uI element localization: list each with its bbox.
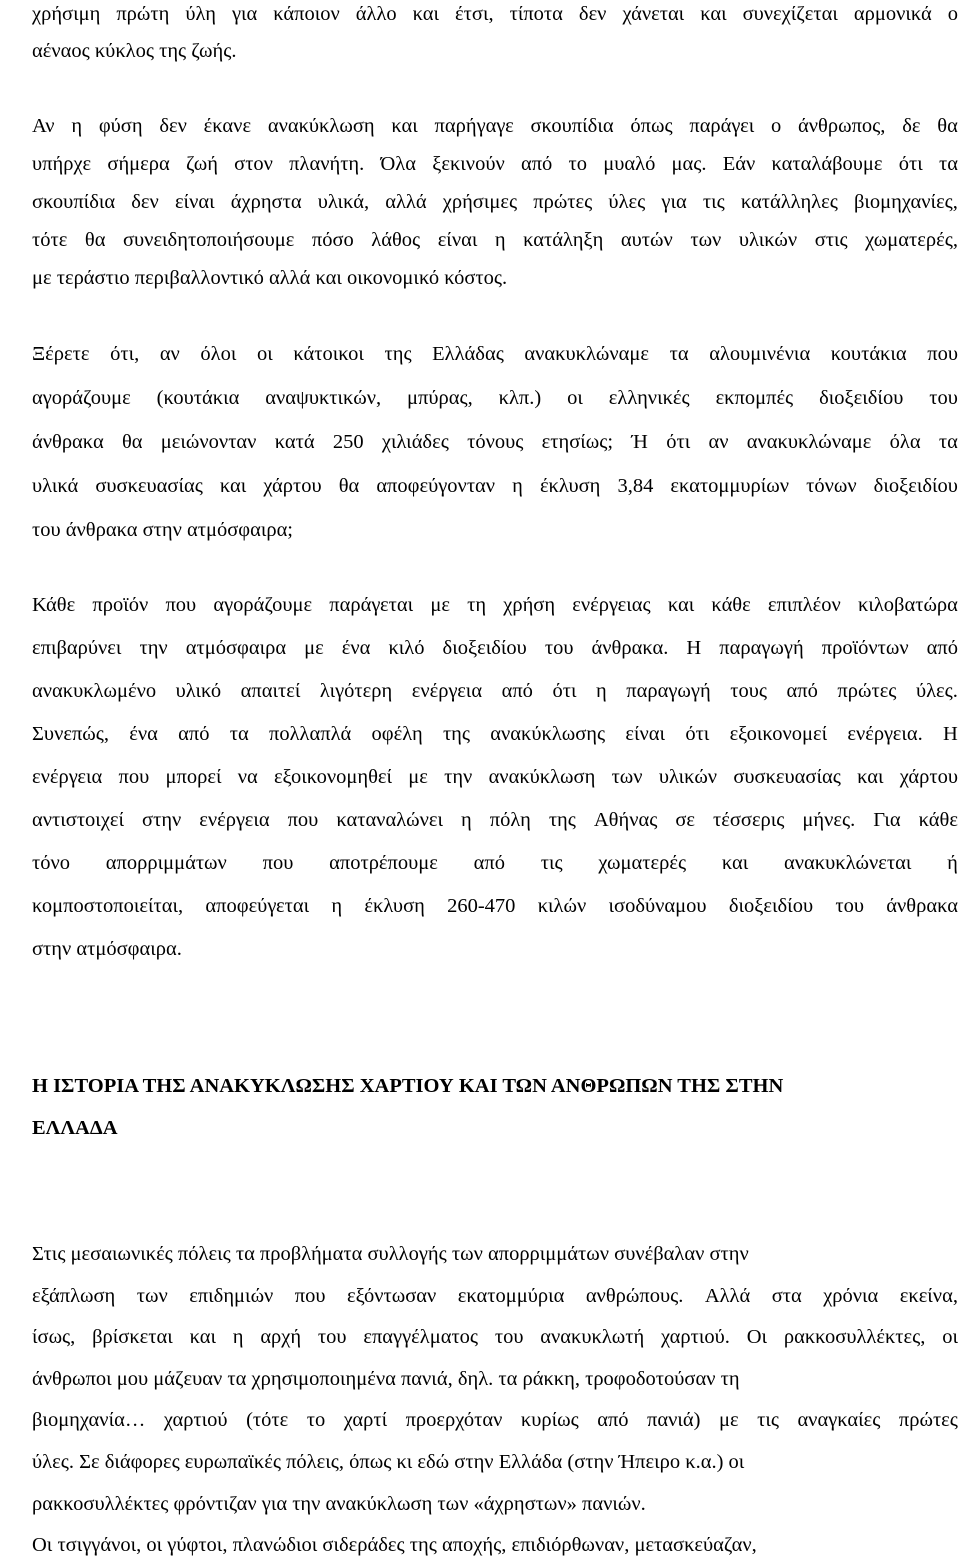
word: για bbox=[231, 3, 258, 25]
word: υπήρχε bbox=[32, 153, 92, 175]
word: τα bbox=[669, 343, 689, 365]
word: συνεχίζεται bbox=[742, 3, 838, 25]
word: και bbox=[412, 3, 440, 25]
word: πανιά) bbox=[647, 1409, 701, 1431]
word: μυαλό bbox=[603, 153, 656, 175]
word: παραγωγή bbox=[626, 680, 711, 702]
word: ότι bbox=[685, 723, 710, 745]
word: προϊόν bbox=[92, 594, 149, 616]
word: ελληνικές bbox=[608, 387, 690, 409]
paragraph-4-line-3 bbox=[32, 677, 958, 705]
word: αναψυκτικών, bbox=[265, 387, 382, 409]
word: από bbox=[786, 680, 818, 702]
word: ύλη bbox=[185, 3, 216, 25]
paragraph-3-line-4 bbox=[32, 472, 958, 500]
word: με bbox=[718, 1409, 739, 1431]
word: ξεκινούν bbox=[432, 153, 505, 175]
word: υλικών bbox=[658, 766, 718, 788]
word: τότε bbox=[32, 229, 68, 251]
paragraph-5-line-6: ύλες. Σε διάφορες ευρωπαϊκές πόλεις, όπως κι εδώ στην Ελλάδα (στην Ήπειρο κ.α.) οι bbox=[32, 1451, 745, 1473]
word: ένα bbox=[341, 637, 371, 659]
word: επιπλέον bbox=[767, 594, 841, 616]
word: καταλάβουμε bbox=[771, 153, 883, 175]
word: λάθος bbox=[371, 229, 421, 251]
word: η bbox=[596, 680, 607, 702]
word: από bbox=[597, 1409, 629, 1431]
word: κατάληξη bbox=[523, 229, 604, 251]
paragraph-3-line-3 bbox=[32, 428, 958, 456]
word: στον bbox=[234, 153, 273, 175]
word: παραγωγή bbox=[719, 637, 804, 659]
word: να bbox=[237, 766, 258, 788]
word: τη bbox=[467, 594, 487, 616]
word: της bbox=[548, 809, 576, 831]
word: ανακυκλωμένο bbox=[32, 680, 157, 702]
word: κιλών bbox=[537, 895, 587, 917]
word: ενέργεια. bbox=[847, 723, 923, 745]
word: Αν bbox=[32, 115, 55, 137]
word: ένα bbox=[129, 723, 158, 745]
paragraph-1-line-2: αέναος κύκλος της ζωής. bbox=[32, 40, 237, 62]
word: Κάθε bbox=[32, 594, 76, 616]
paragraph-5-line-3 bbox=[32, 1323, 958, 1351]
word: κλπ.) bbox=[498, 387, 542, 409]
word: την bbox=[139, 637, 168, 659]
word: άνθρακα bbox=[886, 895, 958, 917]
word: υλικών bbox=[738, 229, 798, 251]
word: ατμόσφαιρα bbox=[185, 637, 287, 659]
word: 250 bbox=[332, 431, 364, 453]
word: Εάν bbox=[722, 153, 756, 175]
word: υλικό bbox=[175, 680, 222, 702]
word: που bbox=[287, 809, 319, 831]
word: στα bbox=[771, 1285, 802, 1307]
word: αυτών bbox=[620, 229, 673, 251]
word: του bbox=[317, 1326, 347, 1348]
word: βιομηχανίες, bbox=[853, 191, 958, 213]
word: χρήσιμες bbox=[442, 191, 518, 213]
word: στις bbox=[814, 229, 848, 251]
word: πρώτη bbox=[116, 3, 170, 25]
word: 3,84 bbox=[617, 475, 654, 497]
paragraph-4-line-5 bbox=[32, 763, 958, 791]
word: αντιστοιχεί bbox=[32, 809, 125, 831]
word: δεν bbox=[578, 3, 607, 25]
word: ζωή bbox=[185, 153, 218, 175]
word: αρχή bbox=[260, 1326, 302, 1348]
paragraph-3-line-5: του άνθρακα στην ατμόσφαιρα; bbox=[32, 519, 294, 541]
word: οι bbox=[942, 1326, 958, 1348]
word: πρώτες bbox=[837, 680, 897, 702]
word: οι bbox=[567, 387, 583, 409]
word: τους bbox=[730, 680, 767, 702]
paragraph-4-line-2 bbox=[32, 634, 958, 662]
word: εξοικονομεί bbox=[729, 723, 828, 745]
word: καταναλώνει bbox=[336, 809, 444, 831]
word: η bbox=[512, 475, 523, 497]
word: έκανε bbox=[203, 115, 252, 137]
word: τόνων bbox=[806, 475, 857, 497]
word: είναι bbox=[174, 191, 215, 213]
paragraph-4-line-8 bbox=[32, 892, 958, 920]
word: εκατομμύρια bbox=[457, 1285, 565, 1307]
word: αν bbox=[159, 343, 180, 365]
word: κομποστοποιείται, bbox=[32, 895, 184, 917]
word: συσκευασίας bbox=[733, 766, 841, 788]
word: ύλες. bbox=[915, 680, 958, 702]
word: με bbox=[304, 637, 324, 659]
word: βιομηχανία… bbox=[32, 1409, 146, 1431]
word: απορριμμάτων bbox=[105, 852, 227, 874]
word: κάθε bbox=[918, 809, 958, 831]
word: τα bbox=[938, 153, 958, 175]
word: και bbox=[391, 115, 418, 137]
word: και bbox=[721, 852, 749, 874]
word: είναι bbox=[625, 723, 666, 745]
word: προϊόντων bbox=[821, 637, 909, 659]
word: σκουπίδια bbox=[530, 115, 614, 137]
word: κιλό bbox=[388, 637, 425, 659]
paragraph-5-line-2 bbox=[32, 1282, 958, 1310]
word: δε bbox=[902, 115, 921, 137]
word: ότι, bbox=[110, 343, 140, 365]
word: από bbox=[520, 153, 553, 175]
word: ανακυκλώναμε bbox=[746, 431, 872, 453]
word: χρήσιμη bbox=[32, 3, 101, 25]
word: ύλες bbox=[608, 191, 646, 213]
word: 260-470 bbox=[447, 895, 516, 917]
word: αγοράζουμε bbox=[213, 594, 313, 616]
word: του bbox=[544, 637, 574, 659]
word: Αλλά bbox=[704, 1285, 751, 1307]
word: μας. bbox=[671, 153, 707, 175]
word: χωματερές, bbox=[865, 229, 958, 251]
word: υλικά, bbox=[317, 191, 370, 213]
word: θα bbox=[338, 475, 360, 497]
word: (τότε bbox=[246, 1409, 289, 1431]
word: επιδημιών bbox=[189, 1285, 274, 1307]
word: ισοδύναμου bbox=[608, 895, 707, 917]
word: με bbox=[408, 766, 428, 788]
word: Αθήνας bbox=[593, 809, 658, 831]
word: Ή bbox=[631, 431, 648, 453]
word: ανακύκλωση bbox=[488, 766, 596, 788]
word: που bbox=[262, 852, 294, 874]
word: τέσσερις bbox=[713, 809, 785, 831]
word: άλλο bbox=[355, 3, 397, 25]
word: κατάλληλες bbox=[740, 191, 838, 213]
word: Ξέρετε bbox=[32, 343, 90, 365]
word: συνειδητοποιήσουμε bbox=[122, 229, 295, 251]
word: τόνο bbox=[32, 852, 71, 874]
word: διοξειδίου bbox=[442, 637, 527, 659]
word: συσκευασίας bbox=[95, 475, 203, 497]
paragraph-2-line-2 bbox=[32, 150, 958, 178]
word: τίποτα bbox=[509, 3, 563, 25]
paragraph-5-line-1: Στις μεσαιωνικές πόλεις τα προβλήματα συλλογής των απορριμμάτων συνέβαλαν στην bbox=[32, 1243, 749, 1265]
word: χιλιάδες bbox=[381, 431, 449, 453]
word: ότι bbox=[898, 153, 923, 175]
word: από bbox=[926, 637, 958, 659]
word: χρήση bbox=[503, 594, 556, 616]
word: δεν bbox=[159, 115, 187, 137]
section-heading-line-1: Η ΙΣΤΟΡΙΑ ΤΗΣ ΑΝΑΚΥΚΛΩΣΗΣ ΧΑΡΤΙΟΥ ΚΑΙ ΤΩΝ ΑΝΘΡΩΠΩΝ ΤΗΣ ΣΤΗΝ bbox=[32, 1075, 784, 1097]
word: ή bbox=[947, 852, 958, 874]
word: πολλαπλά bbox=[269, 723, 352, 745]
word: όλοι bbox=[200, 343, 237, 365]
paragraph-4-line-9: στην ατμόσφαιρα. bbox=[32, 938, 182, 960]
word: του bbox=[835, 895, 864, 917]
word: από bbox=[473, 852, 505, 874]
word: εκατομμυρίων bbox=[670, 475, 790, 497]
word: σήμερα bbox=[107, 153, 170, 175]
word: έκλυση bbox=[364, 895, 425, 917]
word: Οι bbox=[746, 1326, 768, 1348]
word: χωματερές bbox=[598, 852, 687, 874]
paragraph-3-line-2 bbox=[32, 384, 958, 412]
word: ανακύκλωση bbox=[267, 115, 375, 137]
word: ο bbox=[771, 115, 782, 137]
word: άχρηστα bbox=[230, 191, 302, 213]
word: όπως bbox=[630, 115, 673, 137]
word: ενέργεια bbox=[411, 680, 483, 702]
word: παρήγαγε bbox=[434, 115, 514, 137]
word: ότι bbox=[552, 680, 577, 702]
word: ανακυκλώνεται bbox=[784, 852, 912, 874]
word: μπορεί bbox=[165, 766, 222, 788]
word: εκείνα, bbox=[899, 1285, 958, 1307]
word: των bbox=[611, 766, 643, 788]
word: και bbox=[219, 475, 247, 497]
word: ενέργειας bbox=[572, 594, 651, 616]
word: πόσο bbox=[311, 229, 354, 251]
word: αν bbox=[708, 431, 729, 453]
word: θα bbox=[121, 431, 143, 453]
word: μειώνονταν bbox=[160, 431, 257, 453]
word: που bbox=[927, 343, 958, 365]
word: από bbox=[178, 723, 210, 745]
word: η bbox=[232, 1326, 244, 1348]
word: που bbox=[294, 1285, 326, 1307]
word: εξοικονομηθεί bbox=[273, 766, 393, 788]
word: τα bbox=[938, 431, 958, 453]
section-heading-line-2: ΕΛΛΑΔΑ bbox=[32, 1117, 118, 1139]
word: για bbox=[661, 191, 687, 213]
paragraph-3-line-1 bbox=[32, 340, 958, 368]
word: σε bbox=[675, 809, 696, 831]
word: και bbox=[667, 594, 695, 616]
word: ανακυκλώναμε bbox=[524, 343, 650, 365]
word: προερχόταν bbox=[405, 1409, 503, 1431]
word: από bbox=[501, 680, 533, 702]
word: κυρίως bbox=[520, 1409, 579, 1431]
word: και bbox=[857, 766, 884, 788]
word: εκπομπές bbox=[715, 387, 794, 409]
word: δεν bbox=[131, 191, 159, 213]
word: ανθρώπους. bbox=[585, 1285, 684, 1307]
word: ετησίως; bbox=[541, 431, 614, 453]
word: ανακυκλωτή bbox=[540, 1326, 645, 1348]
word: το bbox=[568, 153, 588, 175]
word: κουτάκια bbox=[830, 343, 907, 365]
paragraph-4-line-6 bbox=[32, 806, 958, 834]
paragraph-5-line-8: Οι τσιγγάνοι, οι γύφτοι, πλανώδιοι σιδεράδες της αποχής, επιδιόρθωναν, μετασκεύαζαν, bbox=[32, 1534, 757, 1556]
word: διοξειδίου bbox=[873, 475, 958, 497]
word: απαιτεί bbox=[240, 680, 301, 702]
word: παράγεται bbox=[329, 594, 414, 616]
word: τα bbox=[229, 723, 249, 745]
word: κάποιον bbox=[273, 3, 340, 25]
word: ίσως, bbox=[32, 1326, 76, 1348]
word: εξάπλωση bbox=[32, 1285, 116, 1307]
word: φύση bbox=[98, 115, 143, 137]
word: χαρτί bbox=[343, 1409, 388, 1431]
word: χάρτου bbox=[899, 766, 958, 788]
word: της bbox=[442, 723, 471, 745]
word: η bbox=[461, 809, 472, 831]
word: πλανήτη. bbox=[289, 153, 365, 175]
word: άνθρωπος, bbox=[798, 115, 886, 137]
word: επιβαρύνει bbox=[32, 637, 122, 659]
word: κιλοβατώρα bbox=[858, 594, 958, 616]
word: λιγότερη bbox=[319, 680, 393, 702]
word: που bbox=[118, 766, 150, 788]
paragraph-5-line-4: άνθρωποι μου μάζευαν τα χρησιμοποιημένα πανιά, δηλ. τα ράκκη, τροφοδοτούσαν τη bbox=[32, 1368, 740, 1390]
word: του bbox=[494, 1326, 524, 1348]
word: επαγγέλματος bbox=[363, 1326, 479, 1348]
word: χαρτιού. bbox=[661, 1326, 730, 1348]
paragraph-5-line-5 bbox=[32, 1406, 958, 1434]
word: θα bbox=[84, 229, 106, 251]
word: η bbox=[494, 229, 506, 251]
word: ανακύκλωσης bbox=[490, 723, 606, 745]
word: που bbox=[165, 594, 197, 616]
paragraph-2-line-5: με τεράστιο περιβαλλοντικό αλλά και οικονομικό κόστος. bbox=[32, 267, 508, 289]
paragraph-2-line-1 bbox=[32, 112, 958, 140]
word: χρόνια bbox=[823, 1285, 879, 1307]
word: της bbox=[384, 343, 412, 365]
word: αποφεύγονταν bbox=[376, 475, 496, 497]
paragraph-5-line-7: ρακκοσυλλέκτες φρόντιζαν για την ανακύκλωση των «άχρηστων» πανιών. bbox=[32, 1493, 646, 1515]
word: άνθρακα bbox=[32, 431, 104, 453]
word: χάνεται bbox=[622, 3, 685, 25]
word: οφέλη bbox=[371, 723, 423, 745]
word: αλουμινένια bbox=[709, 343, 811, 365]
word: Όλα bbox=[380, 153, 416, 175]
word: πρώτες bbox=[533, 191, 593, 213]
word: διοξειδίου bbox=[819, 387, 904, 409]
word: την bbox=[444, 766, 473, 788]
word: άνθρακα. bbox=[591, 637, 669, 659]
word: και bbox=[700, 3, 727, 25]
word: ενέργεια bbox=[32, 766, 103, 788]
word: θα bbox=[937, 115, 958, 137]
word: αρμονικά bbox=[853, 3, 932, 25]
word: διοξειδίου bbox=[728, 895, 814, 917]
paragraph-4-line-4 bbox=[32, 720, 958, 748]
word: βρίσκεται bbox=[92, 1326, 173, 1348]
word: παράγει bbox=[689, 115, 755, 137]
paragraph-2-line-4 bbox=[32, 226, 958, 254]
word: κατά bbox=[274, 431, 315, 453]
paragraph-2-line-3 bbox=[32, 188, 958, 216]
word: υλικά bbox=[32, 475, 79, 497]
word: είναι bbox=[437, 229, 478, 251]
word: μπύρας, bbox=[407, 387, 473, 409]
word: τις bbox=[702, 191, 725, 213]
word: η bbox=[331, 895, 343, 917]
word: κάτοικοι bbox=[293, 343, 364, 365]
word: αποφεύγεται bbox=[205, 895, 310, 917]
word: εξόντωσαν bbox=[346, 1285, 437, 1307]
word: χαρτιού bbox=[163, 1409, 228, 1431]
word: στην bbox=[142, 809, 182, 831]
word: Συνεπώς, bbox=[32, 723, 110, 745]
word: όλα bbox=[889, 431, 921, 453]
word: ρακκοσυλλέκτες, bbox=[783, 1326, 926, 1348]
word: τις bbox=[757, 1409, 779, 1431]
word: τις bbox=[540, 852, 563, 874]
word: οι bbox=[256, 343, 273, 365]
word: Η bbox=[943, 723, 958, 745]
word: τόνους bbox=[467, 431, 524, 453]
word: Ελλάδας bbox=[432, 343, 504, 365]
word: του bbox=[929, 387, 958, 409]
word: ο bbox=[947, 3, 958, 25]
word: (κουτάκια bbox=[156, 387, 240, 409]
word: και bbox=[189, 1326, 216, 1348]
word: έτσι, bbox=[455, 3, 494, 25]
word: των bbox=[690, 229, 722, 251]
word: ενέργεια bbox=[199, 809, 270, 831]
word: αποτρέπουμε bbox=[329, 852, 438, 874]
word: Για bbox=[873, 809, 901, 831]
word: Η bbox=[686, 637, 702, 659]
word: αγοράζουμε bbox=[32, 387, 131, 409]
word: το bbox=[306, 1409, 326, 1431]
word: χάρτου bbox=[263, 475, 322, 497]
word: πόλη bbox=[489, 809, 531, 831]
word: των bbox=[136, 1285, 168, 1307]
paragraph-1-line-1 bbox=[32, 0, 958, 28]
word: πρώτες bbox=[898, 1409, 958, 1431]
word: η bbox=[71, 115, 83, 137]
word: σκουπίδια bbox=[32, 191, 116, 213]
word: αναγκαίες bbox=[797, 1409, 881, 1431]
word: αλλά bbox=[385, 191, 427, 213]
paragraph-4-line-1 bbox=[32, 591, 958, 619]
word: ότι bbox=[666, 431, 691, 453]
word: κάθε bbox=[711, 594, 751, 616]
word: έκλυση bbox=[539, 475, 601, 497]
word: με bbox=[430, 594, 450, 616]
word: μήνες. bbox=[802, 809, 856, 831]
paragraph-4-line-7 bbox=[32, 849, 958, 877]
